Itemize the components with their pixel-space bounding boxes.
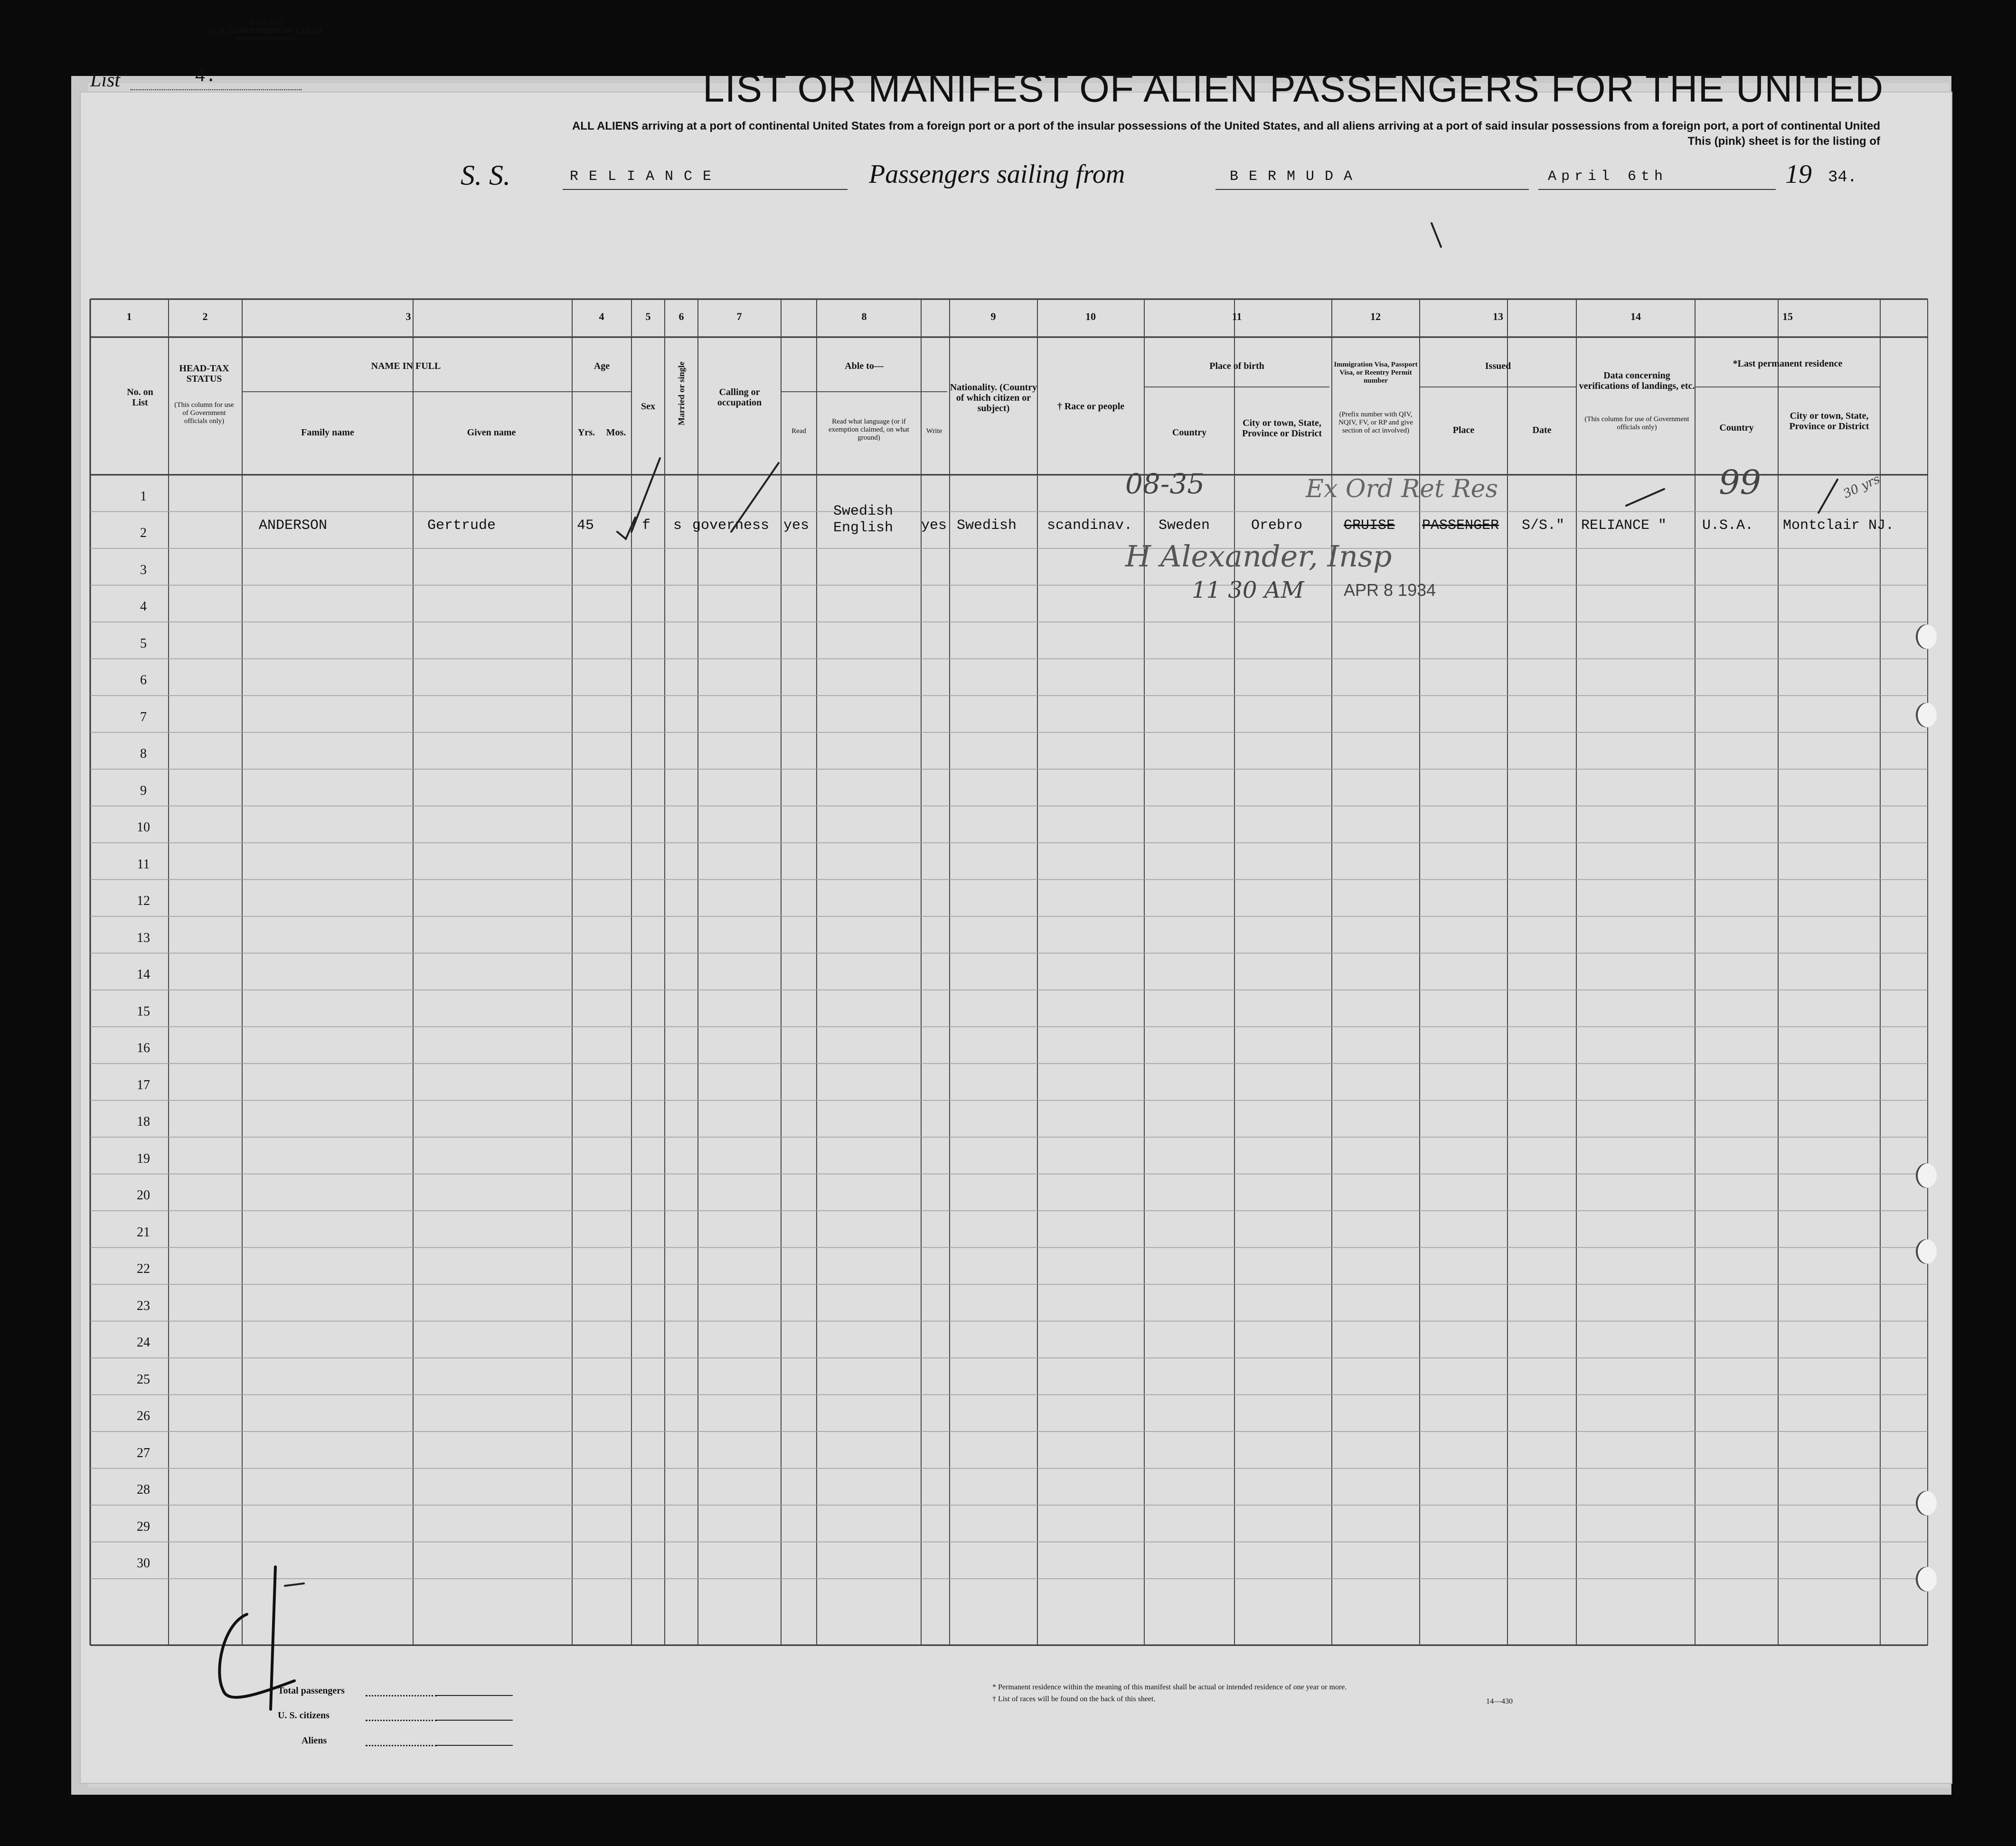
header-nationality: Nationality. (Country of which citizen or subject) [950, 382, 1037, 414]
married-status: s [673, 518, 682, 534]
row-number: 30 [137, 1556, 150, 1571]
column-number: 5 [645, 311, 651, 322]
handwritten-visa-note: Ex Ord Ret Res [1306, 475, 1498, 503]
header-name-in-full: NAME IN FULL [371, 361, 441, 371]
list-number: 4. [195, 66, 217, 87]
row-number: 5 [140, 636, 147, 651]
age-years: 45 [577, 518, 594, 534]
header-visa-note: (Prefix number with QIV, NQIV, FV, or RP and give section of act involved) [1338, 411, 1413, 434]
row-number: 23 [137, 1298, 150, 1313]
year-prefix: 19 [1785, 160, 1812, 189]
row-number: 12 [137, 894, 150, 908]
occupation: governess [692, 518, 770, 534]
header-family-name: Family name [301, 427, 354, 438]
us-citizens-label: U. S. citizens [278, 1710, 330, 1721]
row-number: 4 [140, 599, 147, 614]
residence-country: U.S.A. [1702, 518, 1754, 534]
row-number: 9 [140, 783, 147, 798]
row-number: 14 [137, 967, 150, 982]
port-name: BERMUDA [1230, 169, 1363, 185]
header-given-name: Given name [467, 427, 516, 438]
column-number: 13 [1493, 311, 1503, 322]
header-no-on-list: No. on List [127, 387, 153, 408]
row-number: 28 [137, 1482, 150, 1497]
header-verifications: Data concerning verifications of landings, etc. [1579, 370, 1695, 391]
total-dots [366, 1695, 437, 1696]
header-race: † Race or people [1057, 401, 1125, 412]
header-sex: Sex [641, 401, 655, 412]
row-number: 8 [140, 746, 147, 761]
binder-hole [1916, 1163, 1937, 1188]
header-issued-date: Date [1532, 425, 1552, 435]
ss-label: S. S. [461, 160, 510, 191]
residence-city: Montclair NJ. [1783, 518, 1894, 534]
family-name: ANDERSON [259, 518, 328, 534]
row-number: 17 [137, 1077, 150, 1093]
row-number: 22 [137, 1262, 150, 1276]
row-number: 15 [137, 1004, 150, 1019]
nationality: Swedish [957, 518, 1017, 534]
header-age: Age [593, 361, 610, 371]
binder-hole [1916, 1567, 1937, 1592]
column-number: 8 [861, 311, 867, 322]
handwritten-residence-code: 99 [1719, 463, 1762, 502]
sailing-date: April 6th [1548, 169, 1668, 185]
aliens-dots [366, 1745, 437, 1746]
issued-place: S/S." [1522, 518, 1565, 534]
birth-country: Sweden [1159, 518, 1210, 534]
language-2: English [833, 520, 894, 536]
column-number: 3 [405, 311, 411, 322]
header-visa: Immigration Visa, Passport Visa, or Reentry Permit number [1334, 361, 1418, 385]
subtitle-line2: This (pink) sheet is for the listing of [1687, 135, 1880, 148]
slash-mark [1818, 480, 1837, 513]
column-number: 4 [599, 311, 604, 322]
column-number: 7 [736, 311, 742, 322]
header-years: Yrs. [577, 427, 595, 438]
can-write: yes [921, 518, 947, 534]
header-place-of-birth: Place of birth [1209, 361, 1264, 371]
header-issued-place: Place [1452, 425, 1475, 435]
header-pob-city: City or town, State, Province or District [1242, 418, 1322, 439]
visa-struck-2: PASSENGER [1422, 518, 1499, 534]
column-number: 15 [1782, 311, 1793, 322]
date-stamp: APR 8 1934 [1344, 580, 1436, 600]
verification: RELIANCE " [1581, 518, 1667, 534]
header-read-what: Read what language (or if exemption claimed, on what ground) [829, 418, 909, 442]
header-last-residence: *Last permanent residence [1733, 358, 1843, 369]
row-number: 7 [140, 709, 147, 725]
row-number: 18 [137, 1114, 150, 1129]
row-number: 20 [137, 1188, 150, 1203]
column-number: 6 [678, 311, 684, 322]
row-number: 25 [137, 1372, 150, 1387]
slash-mark [631, 458, 660, 532]
handwritten-time: 11 30 AM [1192, 577, 1304, 603]
service-name: IMMIGRATION SERVICE [236, 36, 296, 42]
row-number: 29 [137, 1519, 150, 1534]
form-code: 14—430 [1486, 1697, 1513, 1705]
row-number: 24 [137, 1335, 150, 1350]
column-number: 2 [202, 311, 208, 322]
handwritten-years: 30 yrs [1841, 472, 1883, 501]
binder-hole [1916, 1239, 1937, 1264]
row-number: 26 [137, 1409, 150, 1423]
total-line [437, 1695, 513, 1696]
language-1: Swedish [833, 503, 894, 519]
binder-hole [1916, 703, 1937, 727]
row-number: 11 [137, 857, 150, 872]
header-calling: Calling or occupation [717, 387, 762, 408]
can-read: yes [783, 518, 810, 534]
footnote-residence: * Permanent residence within the meaning of this manifest shall be actual or intended residence of one year or more. [992, 1683, 1347, 1691]
race: scandinav. [1047, 518, 1133, 534]
row-number: 13 [137, 930, 150, 945]
header-months: Mos. [606, 427, 626, 438]
page-title: LIST OR MANIFEST OF ALIEN PASSENGERS FOR THE UNITED [703, 67, 1884, 110]
header-able-to: Able to— [845, 361, 884, 371]
row-number: 27 [137, 1445, 150, 1460]
year-suffix: 34. [1828, 169, 1857, 187]
row-number: 21 [137, 1224, 150, 1240]
row-number: 3 [140, 562, 147, 577]
list-label: List [90, 69, 121, 91]
citizens-line [437, 1720, 513, 1721]
aliens-label: Aliens [301, 1735, 327, 1746]
tick-mark [1432, 223, 1441, 247]
sailing-label: Passengers sailing from [869, 160, 1125, 189]
header-write: Write [926, 427, 942, 435]
total-passengers-label: Total passengers [278, 1686, 345, 1696]
column-number: 1 [126, 311, 132, 322]
column-number: 14 [1630, 311, 1641, 322]
ship-name: RELIANCE [570, 169, 722, 185]
dash-mark [1626, 489, 1664, 506]
row-number: 2 [140, 526, 147, 540]
column-number: 10 [1085, 311, 1096, 322]
header-headtax-note: (This column for use of Government officials only) [174, 401, 234, 425]
aliens-line [437, 1745, 513, 1746]
header-res-city: City or town, State, Province or District [1789, 411, 1869, 432]
slash-mark [731, 463, 779, 532]
sex: f [642, 518, 651, 534]
visa-struck-1: CRUISE [1344, 518, 1395, 534]
column-number: 11 [1232, 311, 1242, 322]
footnote-races: † List of races will be found on the back of this sheet. [992, 1695, 1156, 1703]
header-married: Married or single [677, 361, 686, 425]
header-pob-country: Country [1172, 427, 1207, 438]
row-number: 16 [137, 1041, 150, 1055]
header-headtax: HEAD-TAX STATUS [179, 363, 229, 384]
birth-city: Orebro [1251, 518, 1303, 534]
row-number: 10 [137, 820, 150, 835]
header-read: Read [791, 427, 806, 435]
form-number: Form 500 [250, 19, 282, 27]
row-number: 6 [140, 673, 147, 688]
row-number: 1 [140, 489, 147, 504]
subtitle-line1: ALL ALIENS arriving at a port of continental United States from a foreign port or a port of the insular possessions of the United States, and all aliens arriving at a port of said insular possessions from a foreign port, a port of continental United [572, 120, 1880, 132]
row-number: 19 [137, 1151, 150, 1166]
handwritten-code: 08-35 [1125, 468, 1205, 500]
header-res-country: Country [1719, 423, 1754, 433]
header-issued: Issued [1485, 361, 1511, 371]
inspector-signature: H Alexander, Insp [1125, 539, 1392, 574]
binder-hole [1916, 1491, 1937, 1516]
header-verif-note: (This column for use of Government officials only) [1584, 415, 1689, 431]
binder-hole [1916, 624, 1937, 649]
citizens-dots [366, 1720, 437, 1721]
given-name: Gertrude [427, 518, 496, 534]
column-number: 9 [990, 311, 996, 322]
column-number: 12 [1370, 311, 1381, 322]
department-name: U. S. DEPARTMENT OF LABOR [209, 27, 322, 35]
